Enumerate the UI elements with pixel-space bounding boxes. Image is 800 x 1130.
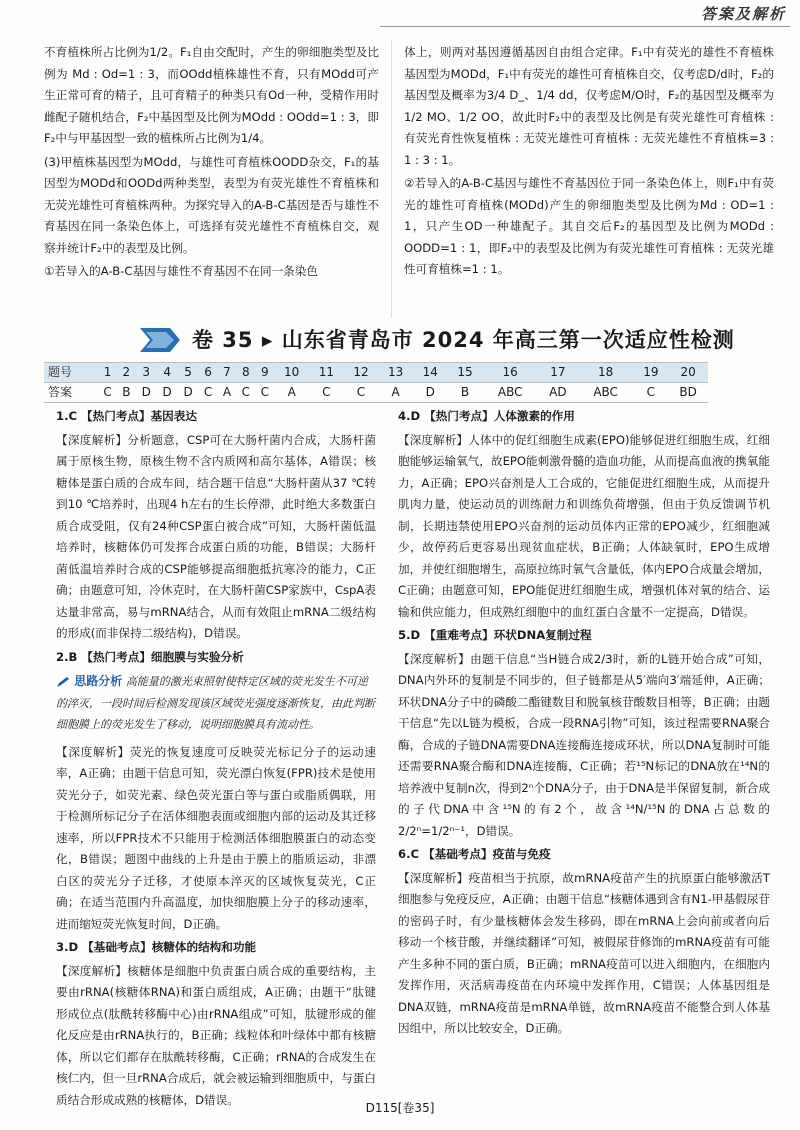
paragraph: ②若导入的A-B-C基因与雄性不育基因位于同一条染色体上，则F₁中有荧光的雄性可育植株(MODd)产生的卵细胞类型及比例为Md : OD=1 : 1，只产生OD一种雄配子。其自交后F₂的基因型及比例为MODd : OODD=1 : 1，即F₂中的表型及比例为有荧光雄性可育植株 : 无荧光雄性可育植株=1 : 1。 [404, 176, 774, 276]
question-heading: 1.C 【热门考点】基因表达 [56, 409, 197, 423]
answer-row [44, 383, 708, 403]
row-label: 答案 [44, 383, 98, 403]
left-answer-column [56, 406, 376, 1107]
table-cell: A [218, 383, 237, 403]
table-cell: AD [538, 383, 578, 403]
table-cell: ABC [578, 383, 634, 403]
table-cell: 17 [538, 363, 578, 383]
table-cell: B [448, 383, 483, 403]
question-heading: 4.D 【热门考点】人体激素的作用 [398, 409, 575, 423]
row-label: 题号 [44, 363, 98, 383]
paragraph: 体上，则两对基因遵循基因自由组合定律。F₁中有荧光的雄性不育植株基因型为MODd，F₁中有荧光的雄性可育植株自交，仅考虑D/d时，F₂的基因型及概率为3/4 D_、1/4 dd，仅考虑M/O时，F₂的基因型及概率为1/2 MO、1/2 OO，故此时F₂中的表型及比例是有荧光雄性可育植株 : 有荧光育性恢复植株 : 无荧光雄性可育植株 : 无荧光雄性不育植株=3 : 1 : 3 : 1。 [404, 45, 774, 167]
answer-table [44, 362, 708, 403]
question-heading: 6.C 【基础考点】疫苗与免疫 [398, 847, 551, 861]
table-cell: 14 [413, 363, 448, 383]
table-cell: 6 [199, 363, 218, 383]
analysis-text: 【深度解析】分析题意，CSP可在大肠杆菌内合成，大肠杆菌属于原核生物，原核生物不含内质网和高尔基体，A错误；核糖体是蛋白质的合成车间，结合题干信息“大肠杆菌从37 ℃转到10 ℃培养时，出现4 h左右的生长停滞，此时绝大多数蛋白质合成受阻，仅有24种CSP蛋白被合成”可知，大肠杆菌低温培养时，核糖体仍可发挥合成蛋白质的功能，B错误；大肠杆菌低温培养时合成的CSP能够提高细胞抵抗寒冷的能力，C正确；由题意可知，冷休克时，在大肠杆菌CSP家族中，CspA表达量非常高，易与mRNA结合，从而有效阻止mRNA二级结构的形成(而非保持二级结构)，D错误。 [56, 432, 376, 640]
table-cell: 11 [309, 363, 344, 383]
table-cell: 1 [98, 363, 117, 383]
section-banner [40, 322, 780, 358]
table-cell: D [157, 383, 178, 403]
pencil-icon [56, 676, 70, 688]
top-right-column [404, 42, 774, 320]
page-header-title: 答案及解析 [700, 5, 786, 23]
table-cell: 18 [578, 363, 634, 383]
ribbon-icon [140, 324, 184, 356]
table-cell: C [309, 383, 344, 403]
table-cell: 9 [255, 363, 274, 383]
table-cell: 5 [178, 363, 199, 383]
right-answer-column [398, 406, 770, 1096]
table-cell: A [274, 383, 309, 403]
table-cell: 7 [218, 363, 237, 383]
thinking-analysis-label: 思路分析 [56, 671, 122, 693]
table-cell: 3 [136, 363, 157, 383]
paragraph: ①若导入的A-B-C基因与雄性不育基因不在同一条染色 [44, 264, 318, 278]
table-cell: 4 [157, 363, 178, 383]
header-rule [380, 26, 790, 27]
table-cell: D [413, 383, 448, 403]
analysis-text: 【深度解析】荧光的恢复速度可反映荧光标记分子的运动速率，A正确；由题干信息可知，荧光漂白恢复(FPR)技术是使用荧光分子，如荧光素、绿色荧光蛋白等与蛋白或脂质偶联，用于检测所标记分子在活体细胞表面或细胞内部的运动及其迁移速率，所以FPR技术不只能用于检测活体细胞膜蛋白的动态变化，B错误；题图中曲线的上升是由于膜上的脂质运动，非漂白区的荧光分子迁移，才使原本淬灭的区域恢复荧光，C正确；在适当范围内升高温度，加快细胞膜上分子的移动速率，进而缩短荧光恢复时间，D正确。 [56, 744, 376, 931]
table-cell: C [634, 383, 669, 403]
question-number-row [44, 363, 708, 383]
table-cell: C [199, 383, 218, 403]
thinking-analysis-text: 高能量的激光束照射使特定区域的荧光发生不可逆的淬灭，一段时间后检测发现该区域荧光强度逐渐恢复，由此判断细胞膜上的荧光发生了移动，说明细胞膜具有流动性。 [56, 675, 375, 731]
paragraph: (3)甲植株基因型为MOdd，与雄性可育植株OODD杂交，F₁的基因型为MODd和OODd两种类型，表型为有荧光雄性不育植株和无荧光雄性可育植株两种。为探究导入的A-B-C基因是否与雄性不育基因在同一条染色体上，可选择有荧光雄性不育植株自交，观察并统计F₂中的表型及比例。 [44, 154, 379, 255]
column-divider [391, 40, 392, 318]
top-left-column [44, 42, 379, 320]
page-footer: D115[卷35] [365, 1101, 435, 1115]
table-cell: 10 [274, 363, 309, 383]
analysis-text: 【深度解析】疫苗相当于抗原，故mRNA疫苗产生的抗原蛋白能够激活T细胞参与免疫反应，A正确；由题干信息“核糖体遇到含有N1-甲基假尿苷的密码子时，有少量核糖体会发生移码，即在mRNA上会向前或者向后移动一个核苷酸，并继续翻译”可知，被假尿苷修饰的mRNA疫苗有可能产生多种不同的蛋白质，B正确；mRNA疫苗可以进入细胞内，在细胞内发挥作用，灭活病毒疫苗在内环境中发挥作用，C错误；人体基因组是DNA双链，mRNA疫苗是mRNA单链，故mRNA疫苗不能整合到人体基因组中，所以比较安全，D正确。 [398, 870, 770, 1035]
table-cell: 16 [482, 363, 538, 383]
section-title: 卷 35 ▸ 山东省青岛市 2024 年高三第一次适应性检测 [192, 328, 735, 352]
analysis-text: 【深度解析】人体中的促红细胞生成素(EPO)能够促进红细胞生成，红细胞能够运输氧气，故EPO能刺激骨髓的造血功能，从而提高血液的携氧能力，A正确；EPO兴奋剂是人工合成的，它能促进红细胞生成，从而提升肌肉力量，使运动员的训练耐力和训练负荷增强，但由于负反馈调节机制，长期违禁使用EPO兴奋剂的运动员体内正常的EPO减少，红细胞减少，故停药后更容易出现贫血症状，B正确；人体缺氧时，EPO生成增加，并使红细胞增生，高原拉练时氧气含量低，体内EPO合成量会增加，C正确；由题意可知，EPO能促进红细胞生成，增强机体对氧的结合、运输和供应能力，但成熟红细胞中的血红蛋白含量不一定提高，D错误。 [398, 432, 770, 619]
table-cell: 15 [448, 363, 483, 383]
question-heading: 3.D 【基础考点】核糖体的结构和功能 [56, 940, 257, 954]
question-heading: 2.B 【热门考点】细胞膜与实验分析 [56, 649, 244, 664]
table-cell: C [344, 383, 379, 403]
table-cell: C [236, 383, 255, 403]
table-cell: C [255, 383, 274, 403]
analysis-text: 【深度解析】核糖体是细胞中负责蛋白质合成的重要结构，主要由rRNA(核糖体RNA)和蛋白质组成，A正确；由题干“肽键形成位点(肽酰转移酶中心)由rRNA组成”可知，肽键形成的催化反应是由rRNA执行的，B正确；线粒体和叶绿体中都有核糖体，所以它们都存在肽酰转移酶，C正确；rRNA的合成发生在核仁内，但一旦rRNA合成后，就会被运输到细胞质中，与蛋白质结合形成成熟的核糖体，D错误。 [56, 963, 376, 1107]
table-cell: D [178, 383, 199, 403]
table-cell: 19 [634, 363, 669, 383]
analysis-text: 【深度解析】由题干信息“当H链合成2/3时，新的L链开始合成”可知，DNA内外环的复制是不同步的，但子链都是从5′端向3′端延伸，A正确；环状DNA分子中的磷酸二酯键数目和脱氧核苷酸数目相等，B正确；由题干信息“先以L链为模板，合成一段RNA引物”可知，该过程需要RNA聚合酶，合成的子链DNA需要DNA连接酶连接成环状，所以DNA复制时可能还需要RNA聚合酶和DNA连接酶，C正确；若¹⁵N标记的DNA放在¹⁴N的培养液中复制n次，得到2ⁿ个DNA分子，由于DNA是半保留复制，新合成的子代DNA中含¹⁵N的有2个，故含¹⁴N/¹⁵N的DNA占总数的2/2ⁿ=1/2ⁿ⁻¹，D错误。 [398, 651, 770, 838]
paragraph: 不育植株所占比例为1/2。F₁自由交配时，产生的卵细胞类型及比例为 Md : Od=1 : 3，而OOdd植株雄性不育，只有MOdd可产生正常可育的精子，且可育精子的种类只有Od一种，受精作用时雌配子随机结合，F₂中基因型及比例为MOdd : OOdd=1 : 3，即F₂中与甲基因型一致的植株所占比例为1/4。 [44, 45, 379, 145]
table-cell: A [378, 383, 413, 403]
table-cell: B [117, 383, 136, 403]
question-heading: 5.D 【重难考点】环状DNA复制过程 [398, 628, 592, 642]
table-cell: 20 [668, 363, 708, 383]
table-cell: ABC [482, 383, 538, 403]
thinking-analysis-box [56, 671, 376, 736]
table-cell: 8 [236, 363, 255, 383]
table-cell: 2 [117, 363, 136, 383]
table-cell: C [98, 383, 117, 403]
table-cell: 12 [344, 363, 379, 383]
table-cell: BD [668, 383, 708, 403]
table-cell: 13 [378, 363, 413, 383]
table-cell: D [136, 383, 157, 403]
